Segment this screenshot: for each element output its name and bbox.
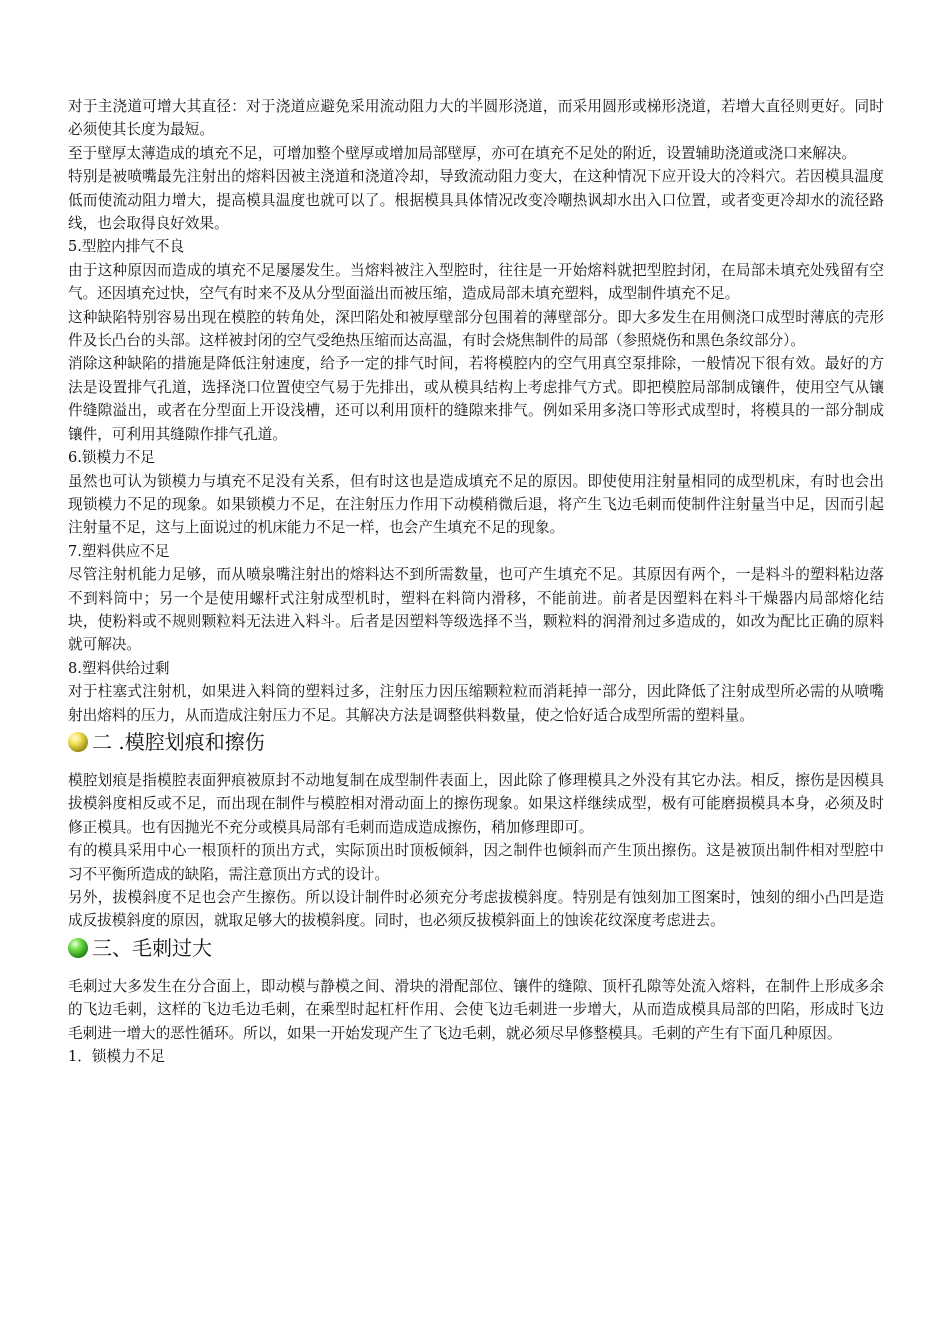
section-heading xyxy=(68,727,884,757)
paragraph: 消除这种缺陷的措施是降低注射速度，给予一定的排气时间，若将模腔内的空气用真空泵排除，一般情况下很有效。最好的方法是设置排气孔道，选择浇口位置使空气易于先排出，或从模具结构上考虑排气方式。即把模腔局部制成镶件，使用空气从镶件缝隙溢出，或者在分型面上开设浅槽，还可以利用顶杆的缝隙来排气。例如采用多浇口等形式成型时，将模具的一部分制成镶件，可利用其缝隙作排气孔道。 xyxy=(68,355,884,443)
paragraph: 尽管注射机能力足够，而从喷泉嘴注射出的熔料达不到所需数量，也可产生填充不足。其原因有两个，一是料斗的塑料粘边落不到料筒中；另一个是使用螺杆式注射成型机时，塑料在料筒内滑移，不能前进。前者是因塑料在料斗干燥器内局部熔化结块，使粉料或不规则颗粒料无法进入料斗。后者是因塑料等级选择不当，颗粒料的润滑剂过多造成的，如改为配比正确的原料就可解决。 xyxy=(68,566,884,654)
subheading: 5.型腔内排气不良 xyxy=(68,238,185,256)
subheading: 1．锁模力不足 xyxy=(68,1048,165,1066)
paragraph: 毛刺过大多发生在分合面上，即动模与静模之间、滑块的滑配部位、镶件的缝隙、顶杆孔隙等处流入熔料，在制件上形成多余的飞边毛刺，这样的飞边毛边毛刺，在乘型时起杠杆作用、会使飞边毛刺进一步增大，从而造成模具局部的凹陷，形成时飞边毛刺进一增大的恶性循环。所以，如果一开始发现产生了飞边毛刺，就必须尽早修整模具。毛刺的产生有下面几种原因。 xyxy=(68,977,884,1042)
paragraph: 特别是被喷嘴最先注射出的熔料因被主浇道和浇道冷却，导致流动阻力变大，在这种情况下应开设大的冷料穴。若因模具温度低而使流动阻力增大，提高模具温度也就可以了。根据模具具体情况改变冷嘲热讽却水出入口位置，或者变更冷却水的流径路线，也会取得良好效果。 xyxy=(68,168,884,233)
document-page xyxy=(68,95,884,1068)
paragraph: 虽然也可认为锁模力与填充不足没有关系，但有时这也是造成填充不足的原因。即使使用注射量相同的成型机床，有时也会出现锁模力不足的现象。如果锁模力不足，在注射压力作用下动模稍微后退，将产生飞边毛刺而使制件注射量当中足，因而引起注射量不足，这与上面说过的机床能力不足一样，也会产生填充不足的现象。 xyxy=(68,472,884,537)
paragraph: 有的模具采用中心一根顶杆的顶出方式，实际顶出时顶板倾斜，因之制件也倾斜而产生顶出擦伤。这是被顶出制件相对型腔中习不平衡所造成的缺陷，需注意顶出方式的设计。 xyxy=(68,842,884,883)
green-sphere-bullet-icon xyxy=(68,938,88,958)
section-continuation xyxy=(68,95,884,727)
section-excessive-flash xyxy=(68,933,884,1069)
subheading: 7.塑料供应不足 xyxy=(68,542,170,560)
paragraph: 由于这种原因而造成的填充不足屡屡发生。当熔料被注入型腔时，往往是一开始熔料就把型腔封闭，在局部未填充处残留有空气。还因填充过快，空气有时来不及从分型面溢出而被压缩，造成局部未填充塑料，成型制件填充不足。 xyxy=(68,261,884,303)
paragraph: 对于柱塞式注射机，如果进入料筒的塑料过多，注射压力因压缩颗粒粒而消耗掉一部分，因此降低了注射成型所必需的从喷嘴射出熔料的压力，从而造成注射压力不足。其解决方法是调整供料数量，使之恰好适合成型所需的塑料量。 xyxy=(68,683,884,724)
section-heading xyxy=(68,933,884,963)
paragraph: 至于壁厚太薄造成的填充不足，可增加整个壁厚或增加局部壁厚，亦可在填充不足处的附近，设置辅助浇道或浇口来解决。 xyxy=(68,144,857,162)
subheading: 6.锁模力不足 xyxy=(68,449,155,467)
section-mold-scratches xyxy=(68,727,884,933)
paragraph: 对于主浇道可增大其直径：对于浇道应避免采用流动阻力大的半圆形浇道，而采用圆形或梯形浇道，若增大直径则更好。同时必须使其长度为最短。 xyxy=(68,98,884,139)
section-heading-text: 二 .模腔划痕和擦伤 xyxy=(92,729,265,754)
paragraph: 另外，拔模斜度不足也会产生擦伤。所以设计制件时必须充分考虑拔模斜度。特别是有蚀刻加工图案时，蚀刻的细小凸凹是造成反拔模斜度的原因，就取足够大的拔模斜度。同时，也必须反拔模斜面上的蚀诶花纹深度考虑进去。 xyxy=(68,889,884,930)
yellow-sphere-bullet-icon xyxy=(68,732,88,752)
section-heading-text: 三、毛刺过大 xyxy=(92,935,212,960)
paragraph: 这种缺陷特别容易出现在模腔的转角处，深凹陷处和被厚壁部分包围着的薄壁部分。即大多发生在用侧浇口成型时薄底的壳形件及长凸台的头部。这样被封闭的空气受绝热压缩而达高温，有时会烧焦制件的局部（参照烧伤和黑色条纹部分）。 xyxy=(68,308,884,350)
subheading: 8.塑料供给过剩 xyxy=(68,659,170,677)
paragraph: 模腔划痕是指模腔表面狎痕被原封不动地复制在成型制件表面上，因此除了修理模具之外没有其它办法。相反，擦伤是因模具拔模斜度相反或不足，而出现在制件与模腔相对滑动面上的擦伤现象。如果这样继续成型，极有可能磨损模具本身，必须及时修正模具。也有因抛光不充分或模具局部有毛刺而造成造成擦伤，稍加修理即可。 xyxy=(68,771,884,836)
